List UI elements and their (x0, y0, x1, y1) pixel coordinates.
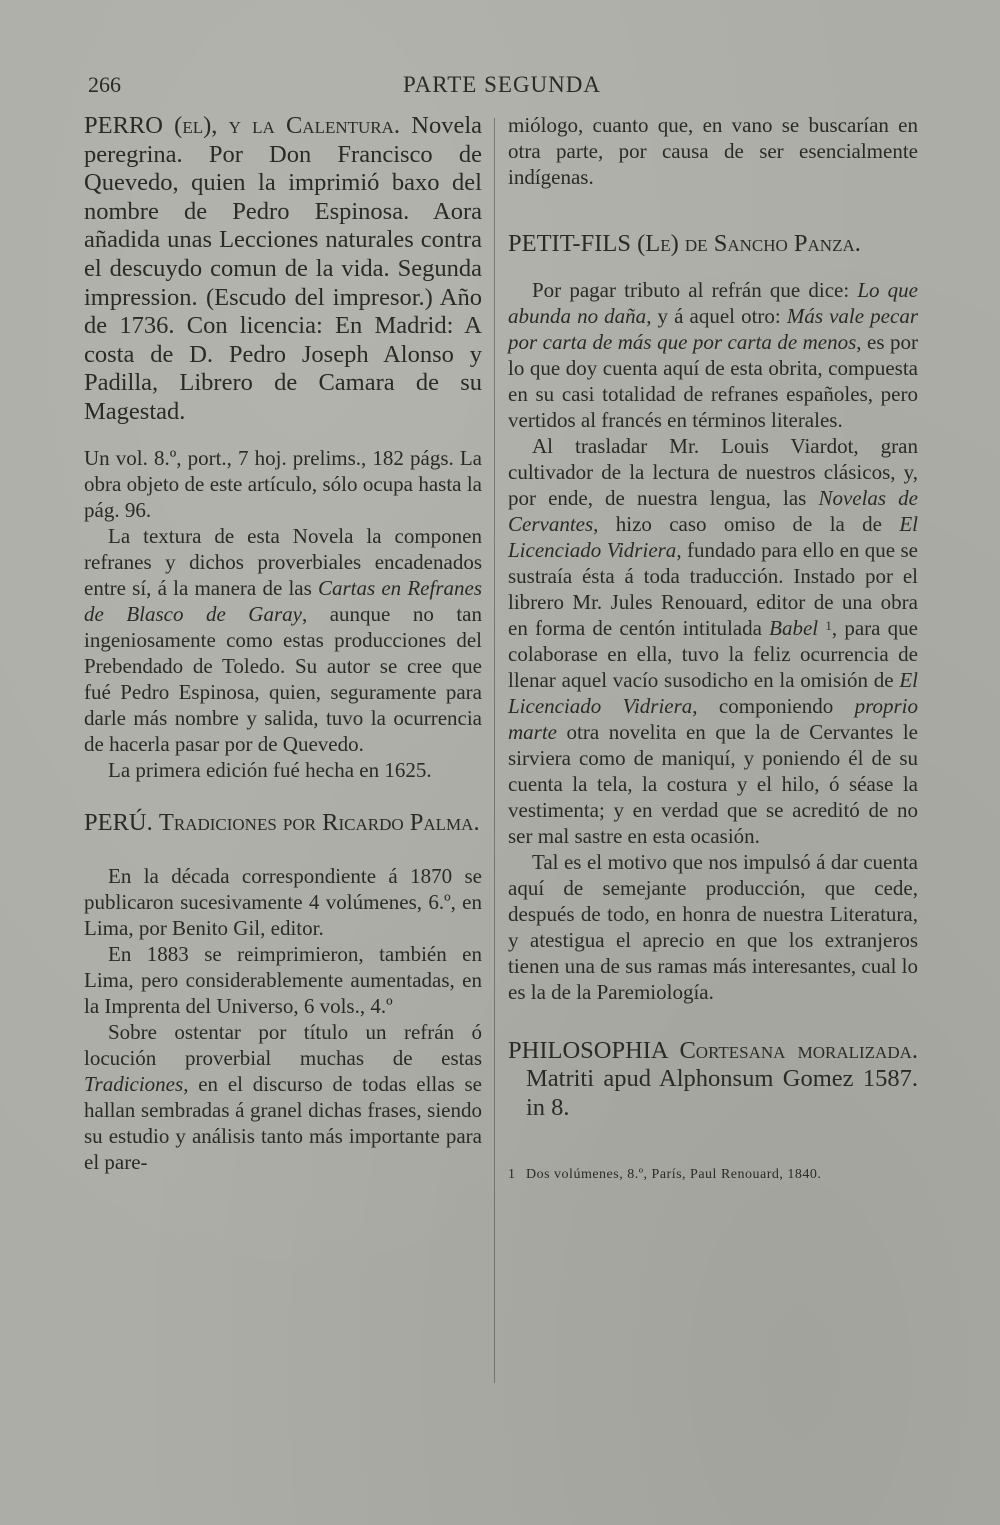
italic-proverb: Más vale pecar por carta de más que por carta de menos (508, 303, 918, 354)
italic-title: Cartas en Refranes de Blasco de Garay (84, 575, 483, 626)
italic-proverb: Lo que abunda no daña (508, 277, 919, 328)
italic-title: Novelas de Cervantes (508, 485, 919, 536)
footnote-text: Dos volúmenes, 8.º, París, Paul Renouard, 1840. (526, 1167, 822, 1183)
paragraph-text: , para que colaborase en ella, tuvo la feliz ocurrencia de llenar aquel vacío susodicho en la omisión de (508, 615, 918, 692)
entry-title-part: . (473, 808, 480, 836)
entry-title-part: ) de (670, 230, 714, 257)
italic-title: Tradiciones (84, 1072, 184, 1097)
entry-peru-paragraph: En 1883 se reimprimieron, también en Lima, pero considerablemente aumentadas, en la Imprenta del Universo, 6 vols., 4.º (84, 942, 482, 1019)
left-column (84, 112, 482, 1175)
entry-title-part: Sancho Panza (713, 230, 855, 257)
footnote-number: 1 (508, 1167, 516, 1183)
paragraph-text: , en el discurso de todas ellas se hallan sembradas á granel dichas frases, siendo su estudio y análisis tanto más importante para el pare- (84, 1072, 482, 1175)
entry-title-text: . Matriti apud Alphonsum Gomez 1587. in 8. (526, 1036, 919, 1121)
paragraph-text: La textura de esta Novela la componen refranes y dichos proverbiales encadenados entre sí, á la manera de las (84, 523, 482, 600)
running-head: PARTE SEGUNDA (403, 72, 601, 97)
entry-headword: PERRO (84, 112, 163, 139)
footnote-marker: 1 (825, 617, 832, 633)
entry-perro-title (84, 112, 482, 427)
page-number: 266 (88, 72, 121, 97)
entry-headword: PERÚ. (84, 808, 159, 836)
entry-title-part: . (854, 230, 861, 257)
entry-perro-edition-note: La primera edición fué hecha en 1625. (108, 757, 432, 782)
paragraph-text: Sobre ostentar por título un refrán ó locución proverbial muchas de estas (84, 1020, 482, 1071)
paragraph-text: , fundado para ello en que se sustraía ésta á toda traducción. Instado por el librero Mr. Jules Renouard, editor de una obra en forma de centón intitulada (508, 537, 918, 640)
paragraph-text: , es por lo que doy cuenta aquí de esta obrita, compuesta en su casi totalidad de refranes españoles, pero vertidos al francés en términos literales. (508, 329, 918, 432)
italic-phrase: proprio marte (508, 693, 919, 744)
entry-peru-title (84, 809, 482, 838)
entry-petit-fils-paragraph: Tal es el motivo que nos impulsó á dar cuenta aquí de semejante producción, que cede, después de todo, en honra de nuestra Literatura, y atestigua el aprecio en que los extranjeros tienen una de sus ramas más interesantes, cual lo es la de la Paremiología. (508, 849, 918, 1004)
entry-petit-fils-paragraph (508, 277, 918, 433)
paragraph-text: , y á aquel otro: (646, 303, 787, 328)
entry-title-text: . Novela peregrina. Por Don Francisco de Quevedo, quien la imprimió baxo del nombre de Pedro Espinosa. Aora añadida unas Lecciones naturales contra el descuydo comun de la vida. Segunda impression. (Escudo del impresor.) Año de 1736. Con licencia: En Madrid: A costa de D. Pedro Joseph Alonso y Padilla, Librero de Camara de su Magestad. (84, 112, 483, 425)
entry-title-part: Cortesana moralizada (679, 1036, 912, 1064)
entry-title-part: Le (645, 230, 671, 257)
paragraph-text: , aunque no tan ingeniosamente como estas producciones del Prebendado de Toledo. Su autor se cree que fué Pedro Espinosa, quien, seguramente para darle más nombre y salida, tuvo la ocurrencia de hacerla pasar por de Quevedo. (84, 601, 482, 756)
entry-title-part: (el), y la (162, 112, 286, 139)
paragraph-text: , componiendo (692, 693, 855, 718)
continued-paragraph: miólogo, cuanto que, en vano se buscarían en otra parte, por causa de ser esencialmente indígenas. (508, 113, 918, 189)
paragraph-text: , hizo caso omiso de la de (593, 511, 900, 536)
entry-title-part: Ricardo Palma (322, 808, 474, 836)
entry-petit-fils-paragraph (508, 433, 918, 849)
entry-perro-description: Un vol. 8.º, port., 7 hoj. prelims., 182 págs. La obra objeto de este artículo, sólo ocupa hasta la pág. 96. (84, 445, 482, 522)
column-rule (494, 118, 495, 1383)
entry-title-part: Calentura (285, 112, 394, 139)
footnote (508, 1158, 918, 1188)
entry-title-part: Tradiciones por (158, 808, 323, 836)
entry-philosophia-title (508, 1037, 918, 1123)
italic-title: El Licenciado Vidriera (508, 667, 918, 718)
page-header (88, 72, 916, 102)
entry-headword: PETIT-FILS ( (508, 230, 646, 257)
entry-peru-paragraph: En la década correspondiente á 1870 se publicaron sucesivamente 4 volúmenes, 6.º, en Lima, por Benito Gil, editor. (84, 864, 482, 941)
entry-petit-fils-title (508, 230, 918, 259)
right-column (508, 112, 918, 1188)
entry-perro-paragraph (84, 523, 482, 757)
entry-peru-paragraph (84, 1019, 482, 1175)
italic-title: El Licenciado Vidriera (508, 511, 918, 562)
paragraph-text: Por pagar tributo al refrán que dice: (532, 277, 858, 302)
paragraph-text: otra novelita en que la de Cervantes le sirviera como de maniquí, y poniendo él de su cuenta la tela, la costura y el hilo, ó séase la vestimenta; y en verdad que se acreditó de no ser mal sastre en esta ocasión. (508, 719, 918, 848)
paragraph-text: Al trasladar Mr. Louis Viardot, gran cultivador de la lectura de nuestros clásicos, y, por ende, de nuestra lengua, las (508, 433, 918, 510)
entry-headword: PHILOSOPHIA (508, 1036, 680, 1064)
italic-title: Babel (769, 615, 819, 640)
